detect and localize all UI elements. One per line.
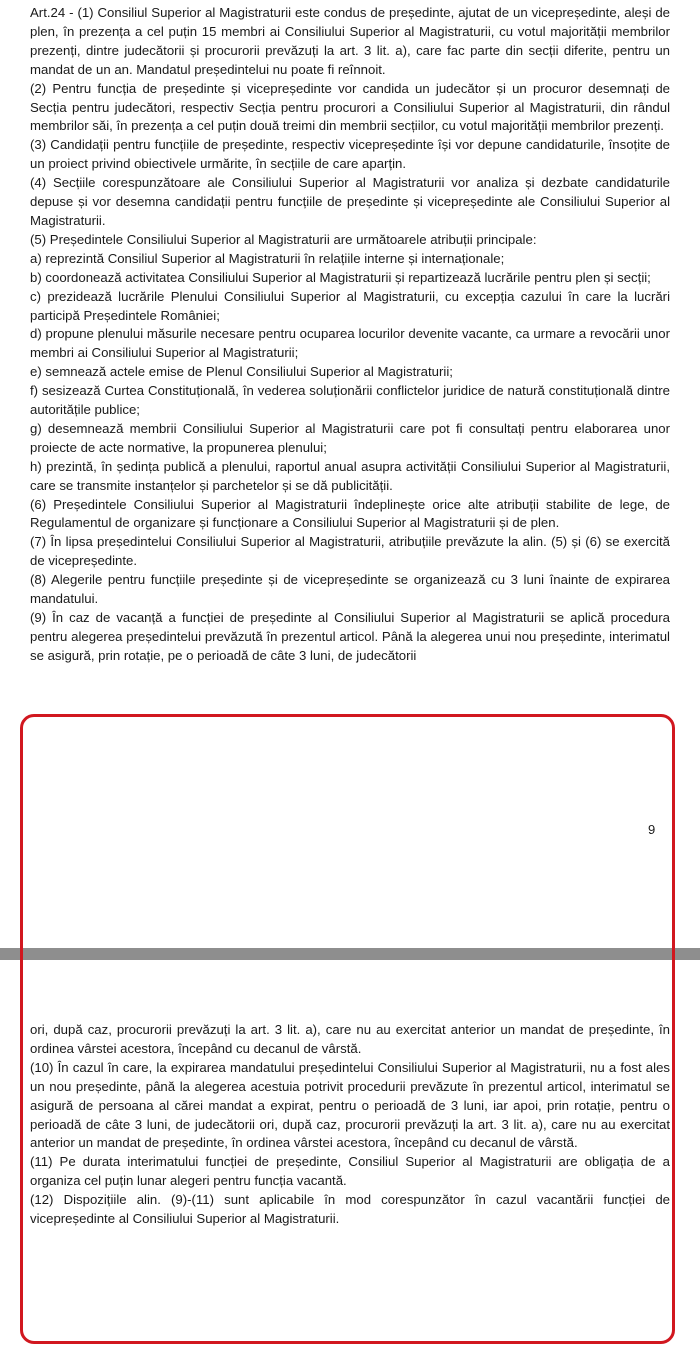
paragraph-10: (10) În cazul în care, la expirarea mandatului președintelui Consiliului Superior al Magistraturii, nu a fost ales un nou președinte, până la alegerea acestuia potrivit procedurii prevăzute în prezentul articol, interimatul se asigură de persoana al cărei mandat a expirat, pentru o perioadă de 3 luni, iar apoi, prin rotație, pentru o perioadă de câte 3 luni, de judecătorii ori, după caz, procurorii prevăzuți la art. 3 lit. a), care nu au exercitat anterior un mandat de președinte, în ordinea vârstei acestora, începând cu decanul de vârstă. [30, 1059, 670, 1151]
list-item-g: g) desemnează membrii Consiliului Superior al Magistraturii care pot fi consultați pentru elaborarea unor proiecte de acte normative, la propunerea plenului; [30, 420, 670, 455]
paragraph-12: (12) Dispozițiile alin. (9)-(11) sunt aplicabile în mod corespunzător în cazul vacantării funcției de vicepreședinte al Consiliului Superior al Magistraturii. [30, 1192, 670, 1227]
list-item-h: h) prezintă, în ședința publică a plenului, raportul anual asupra activității Consiliului Superior al Magistraturii, care se transmite instanțelor și parchetelor și se dă publicității. [30, 458, 670, 493]
paragraph-3: (3) Candidații pentru funcțiile de președinte, respectiv vicepreședinte își vor depune candidaturile, însoțite de un proiect privind obiectivele urmărite, în secțiile de care aparțin. [30, 137, 670, 172]
list-item-b: b) coordonează activitatea Consiliului Superior al Magistraturii și repartizează lucrările pentru plen și secții; [30, 269, 651, 285]
paragraph-9-continued: ori, după caz, procurorii prevăzuți la art. 3 lit. a), care nu au exercitat anterior un mandat de președinte, în ordinea vârstei acestora, începând cu decanul de vârstă. [30, 1022, 670, 1056]
page-number: 9 [648, 822, 656, 837]
list-item-d: d) propune plenului măsurile necesare pentru ocuparea locurilor devenite vacante, ca urmare a revocării unor membri ai Consiliului Superior al Magistraturii; [30, 326, 670, 361]
list-item-a: a) reprezintă Consiliul Superior al Magistraturii în relațiile interne și internaționale; [30, 250, 505, 266]
paragraph-5: (5) Președintele Consiliului Superior al Magistraturii are următoarele atribuții principale: [30, 231, 537, 247]
paragraph-8: (8) Alegerile pentru funcțiile președinte și de vicepreședinte se organizează cu 3 luni înainte de expirarea mandatului. [30, 572, 670, 607]
paragraph-9: (9) În caz de vacanță a funcției de președinte al Consiliului Superior al Magistraturii se aplică procedura pentru alegerea președintelui prevăzută în prezentul articol. Până la alegerea unui nou președinte, interimatul se asigură, prin rotație, pe o perioadă de câte 3 luni, de judecătorii [30, 610, 670, 663]
paragraph-7: (7) În lipsa președintelui Consiliului Superior al Magistraturii, atribuțiile prevăzute la alin. (5) și (6) se exercită de vicepreședinte. [30, 534, 670, 569]
paragraph-6: (6) Președintele Consiliului Superior al Magistraturii îndeplinește orice alte atribuții stabilite de lege, de Regulamentul de organizare și funcționare a Consiliului Superior al Magistraturii și de plen. [30, 496, 670, 531]
article-24-paragraph-1: Art.24 - (1) Consiliul Superior al Magistraturii este condus de președinte, ajutat de un vicepreședinte, aleși de plen, în prezența a cel puțin 15 membri ai Consiliului Superior al Magistraturii, cu votul majorității membrilor prezenți, dintre judecătorii și procurorii prevăzuți la art. 3 lit. a), care fac parte din secții diferite, pentru un mandat de un an. Mandatul președintelui nu poate fi reînnoit. [30, 5, 670, 77]
article-text-lower [30, 1021, 670, 1229]
paragraph-4: (4) Secțiile corespunzătoare ale Consiliului Superior al Magistraturii vor analiza și dezbate candidaturile depuse și vor desemna candidații pentru funcțiile de președinte și vicepreședinte ale Consiliului Superior al Magistraturii. [30, 175, 670, 228]
paragraph-11: (11) Pe durata interimatului funcției de președinte, Consiliul Superior al Magistraturii are obligația de a organiza cel puțin lunar alegeri pentru funcția vacantă. [30, 1154, 670, 1189]
page-divider [0, 948, 700, 960]
article-text-upper [30, 4, 670, 666]
list-item-f: f) sesizează Curtea Constituțională, în vederea soluționării conflictelor juridice de natură constituțională dintre autoritățile publice; [30, 383, 670, 418]
paragraph-2: (2) Pentru funcția de președinte și vicepreședinte vor candida un judecător și un procuror desemnați de Secția pentru judecători, respectiv Secția pentru procurori a Consiliului Superior al Magistraturii, din rândul membrilor săi, în prezența a cel puțin două treimi din membrii secțiilor, cu votul majorității membrilor prezenți. [30, 80, 670, 134]
list-item-e: e) semnează actele emise de Plenul Consiliului Superior al Magistraturii; [30, 364, 453, 380]
list-item-c: c) prezidează lucrările Plenului Consiliului Superior al Magistraturii, cu excepția cazului în care la lucrări participă Președintele României; [30, 288, 670, 323]
